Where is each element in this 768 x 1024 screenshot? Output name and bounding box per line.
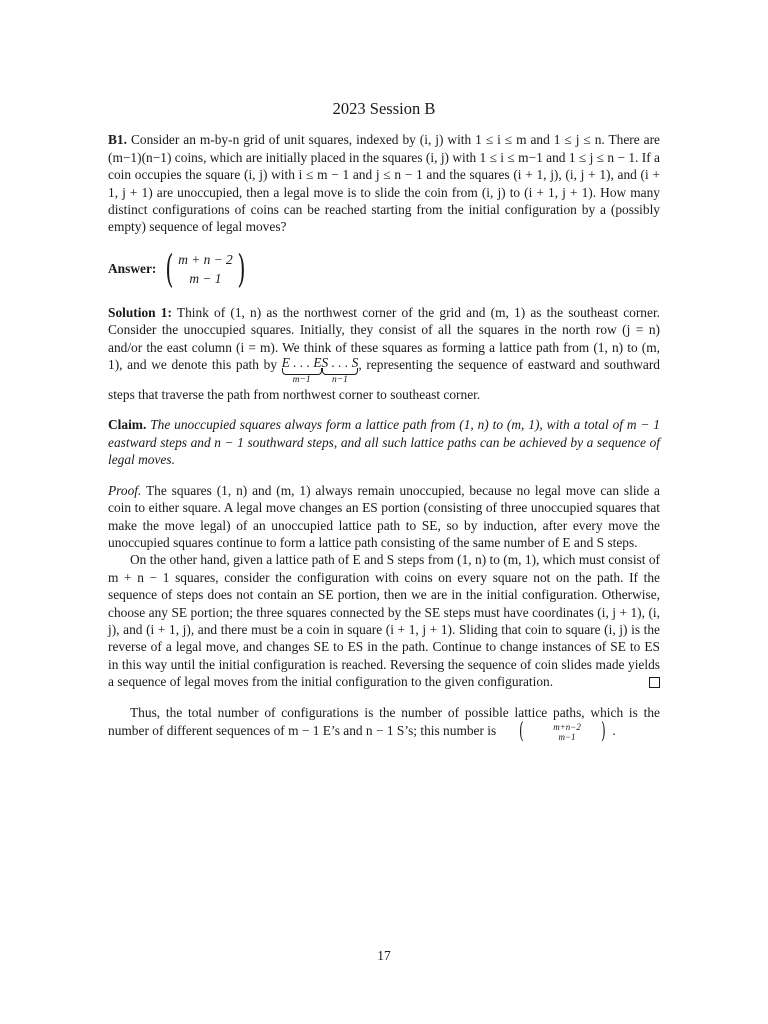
left-paren: ( — [165, 246, 174, 291]
document-page — [108, 100, 660, 743]
solution-text-before: Think of (1, n) as the northwest corner of the grid and (m, 1) as the southeast corner. Consider the unoccupied squares. Initially, they consist of all the squares in the north row (j = n) and/or the east column (i = m). We think of these squares as forming a lattice path from (1, n) to (m, 1), and we denote this path by — [108, 304, 661, 373]
conclusion-end: . — [612, 723, 616, 739]
problem-text: Consider an m-by-n grid of unit squares, indexed by (i, j) with 1 ≤ i ≤ m and 1 ≤ j ≤ n. There are (m−1)(n−1) coins, which are initially placed in the squares (i, j) with 1 ≤ i ≤ m−1 and 1 ≤ j ≤ n − 1. If a coin occupies the square (i, j) with i ≤ m − 1 and j ≤ n − 1 and the squares (i + 1, j), (i, j + 1), and (i + 1, j + 1) are unoccupied, then a legal move is to slide the coin from (i, j) to (i + 1, j + 1). How many distinct configurations of coins can be reached starting from the initial configuration by a (possibly empty) sequence of legal moves? — [108, 132, 660, 235]
proof-text-1: The squares (1, n) and (m, 1) always remain unoccupied, because no legal move can slide a coin to either square. A legal move changes an ES portion (consisting of three unoccupied squares that make the move legal) of an unoccupied lattice path to SE, so by induction, after every move the unoccupied squares continue to form a lattice path consisting of the same number of E and S steps. — [108, 482, 660, 550]
proof-text-2: On the other hand, given a lattice path of E and S steps from (1, n) to (m, 1), which must consist of m + n − 1 squares, consider the configuration with coins on every square not on the path. If the sequence of steps does not contain an SE portion, then we are in the initial configuration. Otherwise, choose any SE portion; the three squares connected by the SE steps must have coordinates (i, j + 1), (i, j), and (i + 1, j), and there must be a coin in square (i + 1, j + 1). Sliding that coin to square (i, j) is the reverse of a legal move, and changes SE to ES in the path. Continue to change instances of SE to ES in this way until the initial configuration is reached. Reversing the sequence of coin slides made yields a sequence of legal moves from the initial configuration to the given configuration. — [108, 552, 660, 690]
conclusion-text: Thus, the total number of configurations is the number of possible lattice paths, which is the number of different sequences of m − 1 E’s and n − 1 S’s; this number is — [108, 704, 660, 739]
underbrace-s — [322, 356, 359, 386]
problem-label: B1. — [108, 132, 127, 148]
binomial-top: m + n − 2 — [178, 251, 233, 267]
problem-statement — [108, 131, 660, 235]
page-number: 17 — [377, 948, 391, 963]
solution-paragraph — [108, 304, 660, 404]
claim-text: The unoccupied squares always form a lattice path from (1, n) to (m, 1), with a total of m − 1 eastward steps and n − 1 southward steps, and all such lattice paths can be achieved by a sequence of legal moves. — [108, 417, 660, 468]
claim-paragraph — [108, 416, 660, 468]
binomial-values — [177, 250, 234, 288]
path-notation — [282, 356, 359, 386]
path-s: S . . . S — [321, 355, 359, 371]
right-paren: ) — [237, 246, 246, 291]
solution-text-after: , representing the sequence of eastward and southward steps that traverse the path from northwest corner to southeast corner. — [108, 357, 660, 403]
path-e: E . . . E — [281, 355, 322, 371]
conclusion-paragraph — [108, 704, 660, 743]
answer-label: Answer: — [108, 261, 157, 277]
answer-binomial — [162, 246, 248, 291]
right-paren-small: ) — [600, 718, 606, 744]
small-binomial-values — [530, 722, 582, 742]
answer-block — [108, 246, 660, 291]
path-s-sub: n−1 — [331, 375, 348, 386]
proof-paragraph-2 — [108, 551, 660, 690]
conclusion-binomial — [500, 718, 616, 744]
binomial-bottom: m − 1 — [189, 270, 222, 286]
page-title: 2023 Session B — [332, 99, 436, 118]
small-binomial-bottom: m−1 — [558, 731, 576, 742]
underbrace-e — [282, 356, 322, 386]
claim-label: Claim. — [108, 417, 147, 433]
proof-paragraph-1 — [108, 482, 660, 552]
small-binomial-top: m+n−2 — [553, 721, 581, 732]
solution-label: Solution 1: — [108, 304, 172, 320]
path-e-sub: m−1 — [292, 375, 311, 386]
proof-label: Proof. — [108, 482, 142, 498]
left-paren-small: ( — [518, 718, 524, 744]
qed-square-icon — [649, 677, 660, 688]
